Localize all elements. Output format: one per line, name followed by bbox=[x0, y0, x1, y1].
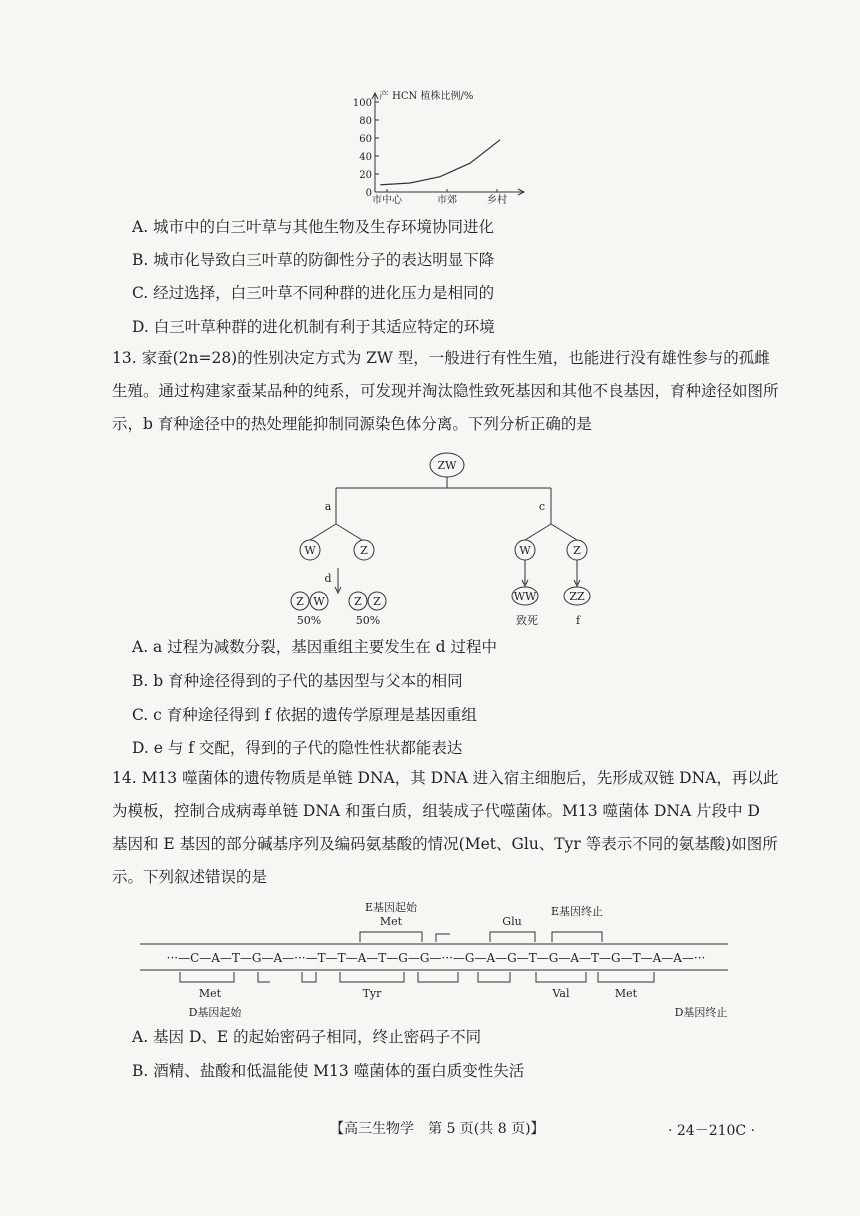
label-a: a bbox=[324, 500, 332, 513]
x-tick-label: 市中心 bbox=[372, 195, 402, 206]
q12-option-b: B. 城市化导致白三叶草的防御性分子的表达明显下降 bbox=[132, 251, 495, 269]
hcn-curve bbox=[380, 140, 500, 185]
svg-text:Z: Z bbox=[573, 544, 581, 557]
page-footer: 【高三生物学 第 5 页(共 8 页)】 bbox=[330, 1121, 545, 1137]
svg-text:W: W bbox=[313, 595, 325, 608]
q13-stem: 13. 家蚕(2n=28)的性别决定方式为 ZW 型，一般进行有性生殖，也能进行没有雄性参与的孤雌生殖。通过构建家蚕某品种的纯系，可发现并淘汰隐性致死基因和其他不良基因，育种途径如图所示，b 育种途径中的热处理能抑制同源染色体分离。下列分析正确的是 bbox=[112, 349, 779, 433]
lethal-label: 致死 bbox=[516, 614, 538, 627]
paper-code: · 24－210C · bbox=[668, 1123, 756, 1139]
met-top: Met bbox=[379, 915, 403, 928]
q13-option-c: C. c 育种途径得到 f 依据的遗传学原理是基因重组 bbox=[132, 706, 477, 724]
y-tick-label: 60 bbox=[359, 134, 372, 145]
d-gene-start: D基因起始 bbox=[188, 1006, 242, 1019]
root-label: ZW bbox=[437, 459, 457, 472]
q14-option-a: A. 基因 D、E 的起始密码子相同，终止密码子不同 bbox=[132, 1028, 482, 1046]
q13-option-a: A. a 过程为减数分裂，基因重组主要发生在 d 过程中 bbox=[132, 638, 497, 656]
glu-label: Glu bbox=[502, 915, 522, 928]
silkworm-breeding-diagram bbox=[280, 448, 610, 638]
svg-text:ZZ: ZZ bbox=[569, 590, 585, 603]
q12-option-d: D. 白三叶草种群的进化机制有利于其适应特定的环境 bbox=[132, 318, 495, 336]
pct-2: 50% bbox=[355, 614, 381, 627]
q12-option-c: C. 经过选择，白三叶草不同种群的进化压力是相同的 bbox=[132, 284, 495, 302]
hcn-chart bbox=[330, 80, 530, 210]
val-label: Val bbox=[552, 987, 570, 1000]
y-axis-label: 产 HCN 植株比例/% bbox=[379, 91, 474, 102]
label-f: f bbox=[575, 614, 581, 627]
y-tick-label: 40 bbox=[359, 152, 372, 163]
m13-dna-diagram bbox=[140, 898, 740, 1022]
e-gene-start: E基因起始 bbox=[364, 901, 418, 914]
svg-text:Z: Z bbox=[360, 544, 368, 557]
q14-stem: 14. M13 噬菌体的遗传物质是单链 DNA，其 DNA 进入宿主细胞后，先形成双链 DNA，再以此为模板，控制合成病毒单链 DNA 和蛋白质，组装成子代噬菌体。M13 噬菌体 DNA 片段中 D 基因和 E 基因的部分碱基序列及编码氨基酸的情况(Met、Glu、Tyr 等表示不同的氨基酸)如图所示。下列叙述错误的是 bbox=[112, 769, 779, 886]
tyr-label: Tyr bbox=[362, 987, 382, 1000]
met-bottom-left: Met bbox=[198, 987, 222, 1000]
y-tick-label: 0 bbox=[365, 188, 372, 199]
q14-option-b: B. 酒精、盐酸和低温能使 M13 噬菌体的蛋白质变性失活 bbox=[132, 1062, 525, 1080]
svg-text:WW: WW bbox=[513, 590, 537, 603]
y-tick-label: 100 bbox=[352, 98, 372, 109]
x-tick-label: 市郊 bbox=[437, 195, 457, 206]
q13-option-b: B. b 育种途径得到的子代的基因型与父本的相同 bbox=[132, 672, 463, 690]
y-tick-label: 20 bbox=[359, 170, 372, 181]
svg-text:W: W bbox=[304, 544, 316, 557]
label-d: d bbox=[324, 572, 332, 585]
e-gene-end: E基因终止 bbox=[550, 905, 604, 918]
q13-option-d: D. e 与 f 交配，得到的子代的隐性性状都能表达 bbox=[132, 739, 463, 757]
q12-option-a: A. 城市中的白三叶草与其他生物及生存环境协同进化 bbox=[132, 218, 495, 236]
dna-sequence: ···—C—A—T—G—A—···—T—T—A—T—G—G—···—G—A—G—T—G—A—T—G—T—A—A—··· bbox=[166, 951, 706, 965]
svg-text:Z: Z bbox=[354, 595, 362, 608]
svg-text:Z: Z bbox=[296, 595, 304, 608]
d-gene-end: D基因终止 bbox=[674, 1006, 728, 1019]
pct-1: 50% bbox=[296, 614, 322, 627]
svg-text:Z: Z bbox=[373, 595, 381, 608]
met-bottom-right: Met bbox=[614, 987, 638, 1000]
svg-text:W: W bbox=[519, 544, 531, 557]
x-tick-label: 乡村 bbox=[487, 195, 507, 206]
y-tick-label: 80 bbox=[359, 116, 372, 127]
label-c: c bbox=[538, 500, 546, 513]
